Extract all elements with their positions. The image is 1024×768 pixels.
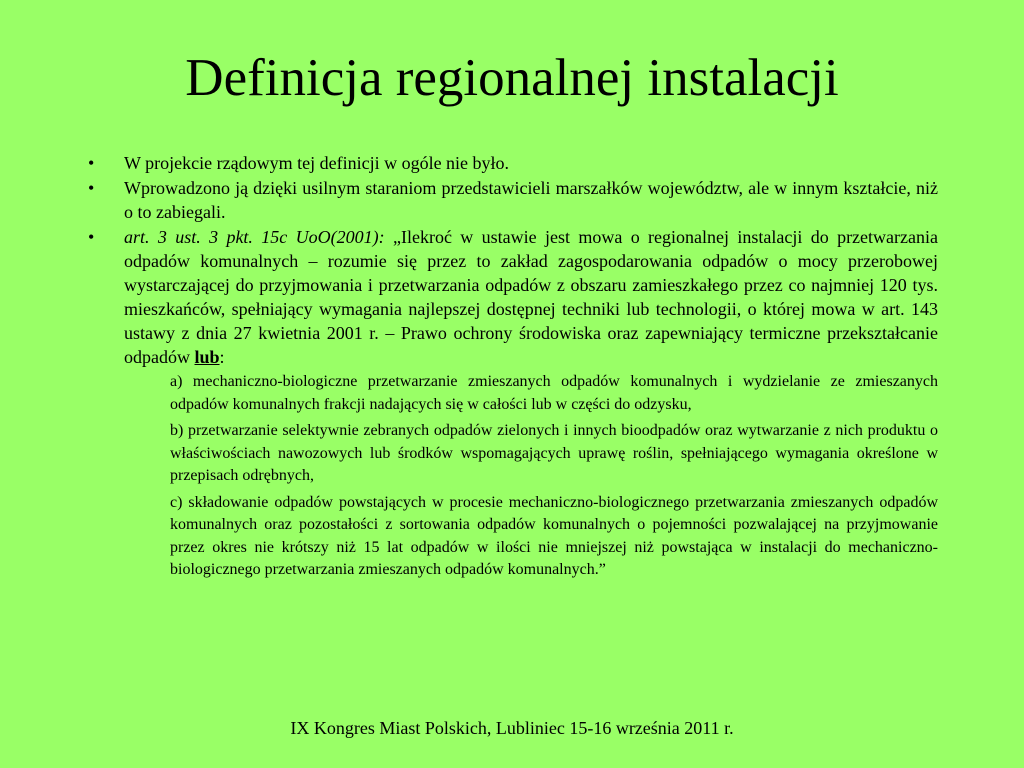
bullet-item	[88, 151, 938, 175]
bullet-tail: :	[219, 347, 225, 367]
bullet-item	[88, 225, 938, 369]
emphasis-lub: lub	[194, 347, 220, 367]
bullet-marker: •	[88, 227, 95, 247]
bullet-text: Wprowadzono ją dzięki usilnym staraniom przedstawicieli marszałków województw, ale w innym kształcie, niż o to zabiegali.	[124, 178, 938, 222]
bullet-item	[88, 176, 938, 224]
slide-body	[88, 151, 938, 586]
bullet-text: W projekcie rządowym tej definicji w ogóle nie było.	[124, 153, 510, 173]
subitem-b: b) przetwarzanie selektywnie zebranych odpadów zielonych i innych bioodpadów oraz wytwarzanie z nich produktu o właściwościach nawozowych lub środków wspomagających uprawę roślin, spełniającego wymagania określone w przepisach odrębnych,	[170, 422, 938, 484]
legal-reference: art. 3 ust. 3 pkt. 15c UoO(2001):	[124, 227, 385, 247]
subitem-c: c) składowanie odpadów powstających w procesie mechaniczno-biologicznego przetwarzania zmieszanych odpadów komunalnych oraz pozostałości z sortowania odpadów komunalnych o pojemności pozwalającej na przyjmowanie przez okres nie krótszy niż 15 lat odpadów w ilości nie mniejszej niż powstająca w instalacji do mechaniczno-biologicznego przetwarzania zmieszanych odpadów komunalnych.”	[170, 493, 938, 578]
slide-title: Definicja regionalnej instalacji	[185, 49, 839, 107]
subitem-a: a) mechaniczno-biologiczne przetwarzanie zmieszanych odpadów komunalnych i wydzielanie ze zmieszanych odpadów komunalnych frakcji nadających się w całości lub w części do odzysku,	[170, 373, 938, 413]
slide-footer: IX Kongres Miast Polskich, Lubliniec 15-16 września 2011 r.	[290, 718, 734, 738]
bullet-marker: •	[88, 178, 95, 198]
bullet-text: „Ilekroć w ustawie jest mowa o regionalnej instalacji do przetwarzania odpadów komunalnych – rozumie się przez to zakład zagospodarowania odpadów o mocy przerobowej wystarczającej do przyjmowania i przetwarzania odpadów z obszaru zamieszkałego przez co najmniej 120 tys. mieszkańców, spełniający wymagania najlepszej dostępnej techniki lub technologii, o której mowa w art. 143 ustawy z dnia 27 kwietnia 2001 r. – Prawo ochrony środowiska oraz zapewniający termiczne przekształcanie odpadów	[124, 227, 938, 367]
bullet-marker: •	[88, 153, 95, 173]
